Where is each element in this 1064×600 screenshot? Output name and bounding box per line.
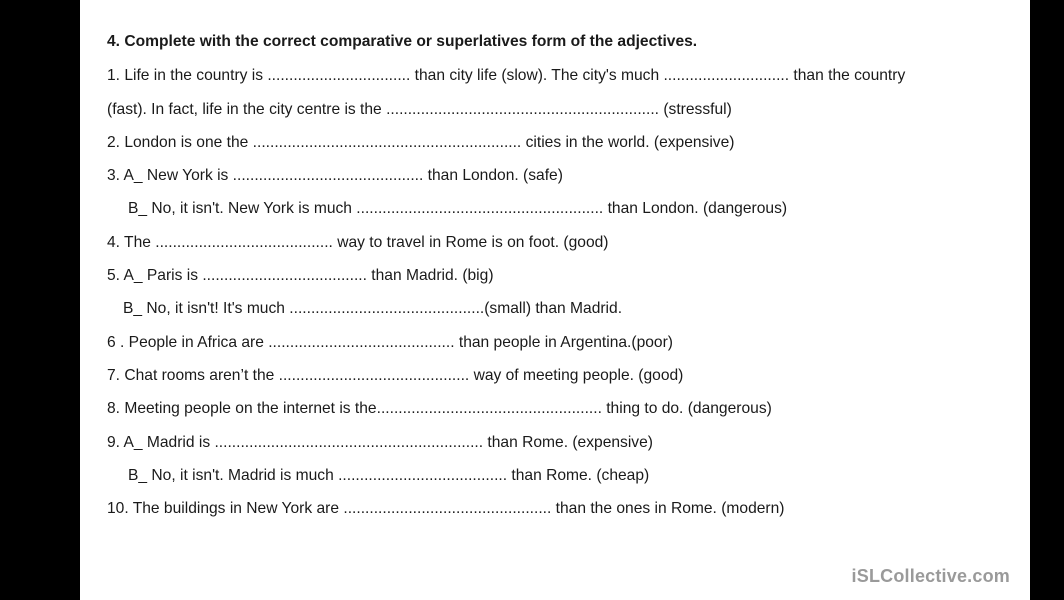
sentence-7: 7. Chat rooms aren’t the ............................................ way of meeting people. (good) xyxy=(107,367,684,384)
sentence-1b: (fast). In fact, life in the city centre is the ............................................................... (stressful) xyxy=(107,101,732,118)
sentence-3a: 3. A_ New York is ............................................ than London. (safe) xyxy=(107,167,563,184)
sentence-4: 4. The ......................................... way to travel in Rome is on foot. (good) xyxy=(107,234,609,251)
exercise-heading: 4. Complete with the correct comparative or superlatives form of the adjectives. xyxy=(107,33,698,50)
sentence-9b: B_ No, it isn't. Madrid is much ....................................... than Rome. (cheap) xyxy=(128,467,650,484)
sentence-1a: 1. Life in the country is ................................. than city life (slow). The city's much ............................. than the country xyxy=(107,67,906,84)
sentence-9a: 9. A_ Madrid is .............................................................. than Rome. (expensive) xyxy=(107,434,653,451)
sentence-5b: B_ No, it isn't! It's much .............................................(small) than Madrid. xyxy=(123,300,623,317)
worksheet-page xyxy=(80,0,1030,600)
sentence-8: 8. Meeting people on the internet is the.................................................... thing to do. (dangerous) xyxy=(107,400,772,417)
sentence-6: 6 . People in Africa are ........................................... than people in Argentina.(poor) xyxy=(107,334,673,351)
watermark-logo: iSLCollective.com xyxy=(851,566,1010,586)
sentence-10: 10. The buildings in New York are ................................................ than the ones in Rome. (modern) xyxy=(107,500,785,517)
sentence-3b: B_ No, it isn't. New York is much ......................................................... than London. (dangerous) xyxy=(128,200,788,217)
sentence-2: 2. London is one the .............................................................. cities in the world. (expensive) xyxy=(107,134,735,151)
sentence-5a: 5. A_ Paris is ...................................... than Madrid. (big) xyxy=(107,267,494,284)
